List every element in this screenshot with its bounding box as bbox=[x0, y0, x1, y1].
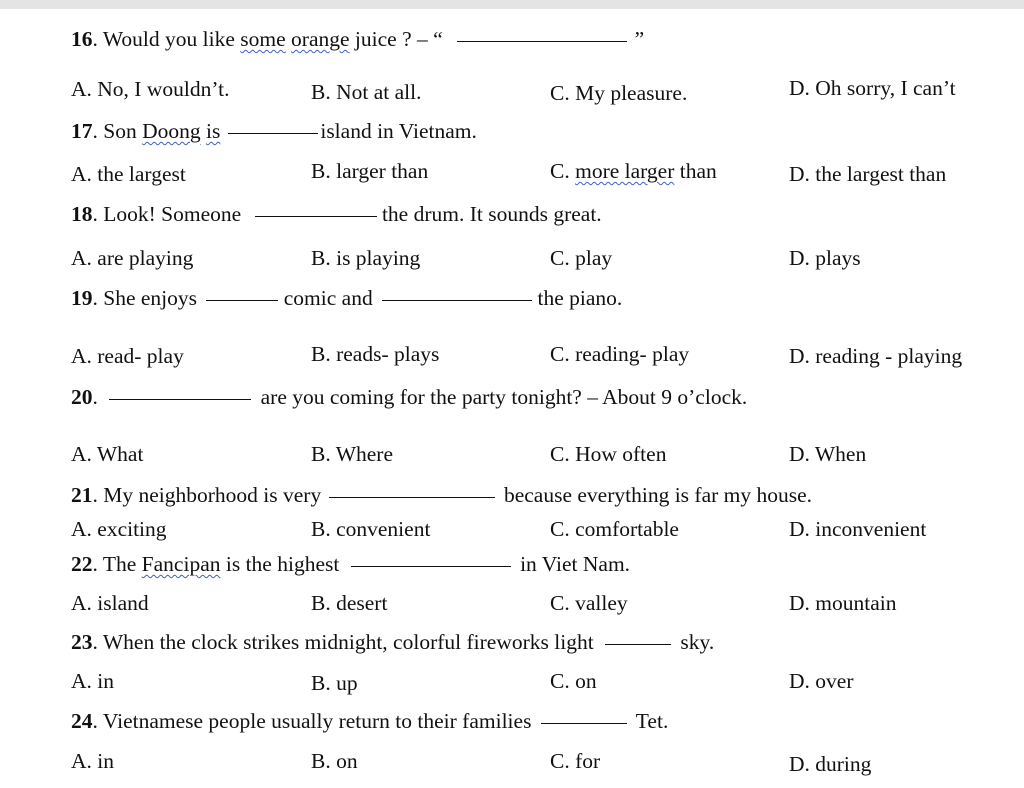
q17-option-a: A. the largest bbox=[71, 162, 186, 186]
spellcheck-word: some bbox=[240, 27, 286, 51]
q19-option-b: B. reads- plays bbox=[311, 342, 440, 366]
q21-option-c: C. comfortable bbox=[550, 517, 679, 541]
question-21: 21. My neighborhood is very because everything is far my house. bbox=[71, 483, 813, 507]
question-17: 17. Son Doong is island in Vietnam. bbox=[71, 119, 477, 143]
question-16: 16. Would you like some orange juice ? – “ ” bbox=[71, 27, 645, 51]
q17-option-d: D. the largest than bbox=[789, 162, 947, 186]
q24-option-b: B. on bbox=[311, 749, 358, 773]
spellcheck-word: orange bbox=[291, 27, 350, 51]
q24-option-d: D. during bbox=[789, 752, 872, 776]
q16-option-d: D. Oh sorry, I can’t bbox=[789, 76, 956, 100]
q23-option-d: D. over bbox=[789, 669, 854, 693]
question-19: 19. She enjoys comic and the piano. bbox=[71, 286, 623, 310]
q20-option-b: B. Where bbox=[311, 442, 393, 466]
q19-option-c: C. reading- play bbox=[550, 342, 690, 366]
q23-option-a: A. in bbox=[71, 669, 114, 693]
q17-option-c: C. more larger than bbox=[550, 159, 717, 183]
question-number: 16 bbox=[71, 27, 93, 51]
question-24: 24. Vietnamese people usually return to their families Tet. bbox=[71, 709, 669, 733]
q22-option-a: A. island bbox=[71, 591, 149, 615]
question-22: 22. The Fancipan is the highest in Viet Nam. bbox=[71, 552, 631, 576]
answer-blank bbox=[255, 215, 377, 217]
q22-option-b: B. desert bbox=[311, 591, 388, 615]
q18-option-c: C. play bbox=[550, 246, 613, 270]
question-number: 21 bbox=[71, 483, 93, 507]
answer-blank bbox=[351, 565, 511, 567]
answer-blank bbox=[329, 496, 495, 498]
q21-option-a: A. exciting bbox=[71, 517, 167, 541]
question-number: 18 bbox=[71, 202, 93, 226]
q16-option-b: B. Not at all. bbox=[311, 80, 422, 104]
q21-option-b: B. convenient bbox=[311, 517, 431, 541]
spellcheck-word: Fancipan bbox=[141, 552, 221, 576]
spellcheck-word: is bbox=[206, 119, 221, 143]
answer-blank bbox=[206, 299, 278, 301]
question-23: 23. When the clock strikes midnight, colorful fireworks light sky. bbox=[71, 630, 715, 654]
answer-blank bbox=[109, 398, 251, 400]
q17-option-b: B. larger than bbox=[311, 159, 429, 183]
q22-option-d: D. mountain bbox=[789, 591, 897, 615]
answer-blank bbox=[541, 722, 627, 724]
q20-option-d: D. When bbox=[789, 442, 867, 466]
q16-option-a: A. No, I wouldn’t. bbox=[71, 77, 230, 101]
q18-option-d: D. plays bbox=[789, 246, 861, 270]
q23-option-b: B. up bbox=[311, 671, 358, 695]
question-number: 19 bbox=[71, 286, 93, 310]
question-18: 18. Look! Someone the drum. It sounds great. bbox=[71, 202, 602, 226]
spellcheck-word: more larger bbox=[575, 159, 675, 183]
question-number: 24 bbox=[71, 709, 93, 733]
question-20: 20. are you coming for the party tonight? – About 9 o’clock. bbox=[71, 385, 748, 409]
question-number: 20 bbox=[71, 385, 93, 409]
q22-option-c: C. valley bbox=[550, 591, 628, 615]
top-strip bbox=[0, 0, 1024, 9]
answer-blank bbox=[457, 40, 627, 42]
q16-option-c: C. My pleasure. bbox=[550, 81, 688, 105]
q19-option-a: A. read- play bbox=[71, 344, 184, 368]
q20-option-c: C. How often bbox=[550, 442, 667, 466]
question-number: 23 bbox=[71, 630, 93, 654]
q19-option-d: D. reading - playing bbox=[789, 344, 963, 368]
q21-option-d: D. inconvenient bbox=[789, 517, 927, 541]
spellcheck-word: Doong bbox=[142, 119, 201, 143]
answer-blank bbox=[382, 299, 532, 301]
answer-blank bbox=[605, 643, 671, 645]
question-number: 17 bbox=[71, 119, 93, 143]
answer-blank bbox=[228, 132, 318, 134]
q24-option-c: C. for bbox=[550, 749, 601, 773]
q23-option-c: C. on bbox=[550, 669, 597, 693]
q18-option-b: B. is playing bbox=[311, 246, 421, 270]
q18-option-a: A. are playing bbox=[71, 246, 194, 270]
q24-option-a: A. in bbox=[71, 749, 114, 773]
question-number: 22 bbox=[71, 552, 93, 576]
q20-option-a: A. What bbox=[71, 442, 144, 466]
